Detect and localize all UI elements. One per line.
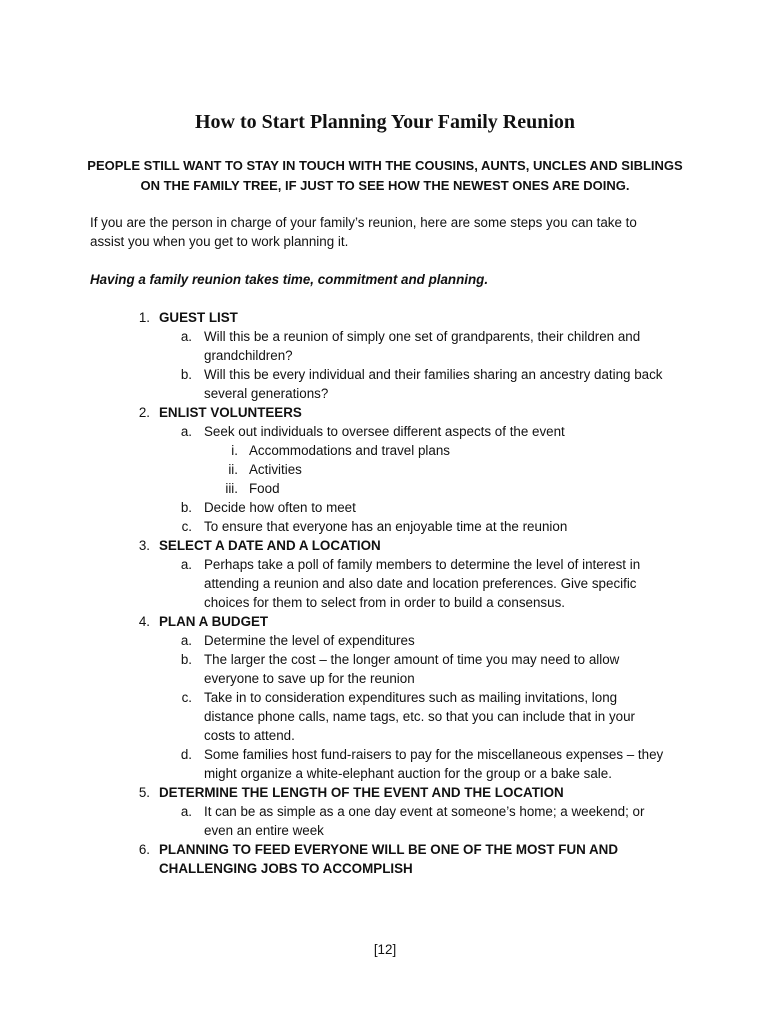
sub-item-marker: c. [181,519,192,534]
list-item-number: 5. [138,785,150,800]
roman-item-text: Activities [249,462,302,477]
sub-item-text: distance phone calls, name tags, etc. so that you can include that in your [204,709,635,724]
list-item-heading: SELECT A DATE AND A LOCATION [159,538,381,553]
sub-item-marker: b. [180,652,192,667]
sub-item-text: might organize a white-elephant auction for the group or a bake sale. [204,766,612,781]
sub-item-marker: a. [180,329,192,344]
roman-item-text: Accommodations and travel plans [249,443,450,458]
list-item-number: 3. [138,538,150,553]
sub-item-text: Perhaps take a poll of family members to determine the level of interest in [204,557,641,572]
sub-item-text: costs to attend. [204,728,295,743]
list-item-heading: DETERMINE THE LENGTH OF THE EVENT AND THE LOCATION [159,785,564,800]
roman-item-marker: i. [231,443,238,458]
sub-item-marker: b. [180,367,192,382]
sub-item-marker: a. [180,633,192,648]
roman-item-marker: iii. [225,481,238,496]
intro-line: If you are the person in charge of your family’s reunion, here are some steps you can take to [90,215,637,230]
list-item-heading: PLAN A BUDGET [159,614,269,629]
sub-item-marker: a. [180,557,192,572]
sub-item-marker: c. [181,690,192,705]
sub-item-text: Will this be a reunion of simply one set of grandparents, their children and [204,329,641,344]
page-number: [12] [373,942,397,957]
sub-item-text: To ensure that everyone has an enjoyable time at the reunion [204,519,568,534]
roman-item-text: Food [249,481,280,496]
sub-item-text: Take in to consideration expenditures such as mailing invitations, long [204,690,618,705]
sub-item-text: attending a reunion and also date and location preferences. Give specific [204,576,637,591]
sub-item-text: Seek out individuals to oversee different aspects of the event [204,424,565,439]
emphasis-line: Having a family reunion takes time, commitment and planning. [90,272,489,287]
list-item-heading: GUEST LIST [159,310,238,325]
sub-item-marker: d. [180,747,192,762]
headline-line: PEOPLE STILL WANT TO STAY IN TOUCH WITH THE COUSINS, AUNTS, UNCLES AND SIBLINGS [87,158,683,173]
sub-item-text: even an entire week [204,823,324,838]
headline [60,156,710,196]
list-item-number: 6. [138,842,150,857]
sub-item-text: Decide how often to meet [204,500,356,515]
sub-item-text: Some families host fund-raisers to pay for the miscellaneous expenses – they [204,747,664,762]
roman-item-marker: ii. [228,462,238,477]
list-item-number: 1. [138,310,150,325]
headline-line: ON THE FAMILY TREE, IF JUST TO SEE HOW THE NEWEST ONES ARE DOING. [140,178,630,193]
sub-item-text: several generations? [204,386,329,401]
list-item-heading: ENLIST VOLUNTEERS [159,405,302,420]
sub-item-text: Determine the level of expenditures [204,633,415,648]
sub-item-marker: a. [180,804,192,819]
sub-item-text: The larger the cost – the longer amount of time you may need to allow [204,652,620,667]
sub-item-marker: b. [180,500,192,515]
list-item-heading: CHALLENGING JOBS TO ACCOMPLISH [159,861,413,876]
sub-item-text: choices for them to select from in order to build a consensus. [204,595,565,610]
sub-item-text: It can be as simple as a one day event at someone’s home; a weekend; or [204,804,645,819]
list-item-number: 4. [138,614,150,629]
intro-paragraph [90,213,690,251]
sub-item-text: Will this be every individual and their families sharing an ancestry dating back [204,367,663,382]
sub-item-text: everyone to save up for the reunion [204,671,415,686]
sub-item-text: grandchildren? [204,348,293,363]
page-title: How to Start Planning Your Family Reunion [194,111,576,133]
intro-line: assist you when you get to work planning it. [90,234,349,249]
sub-item-marker: a. [180,424,192,439]
list-item-heading: PLANNING TO FEED EVERYONE WILL BE ONE OF THE MOST FUN AND [159,842,619,857]
list-item-number: 2. [138,405,150,420]
